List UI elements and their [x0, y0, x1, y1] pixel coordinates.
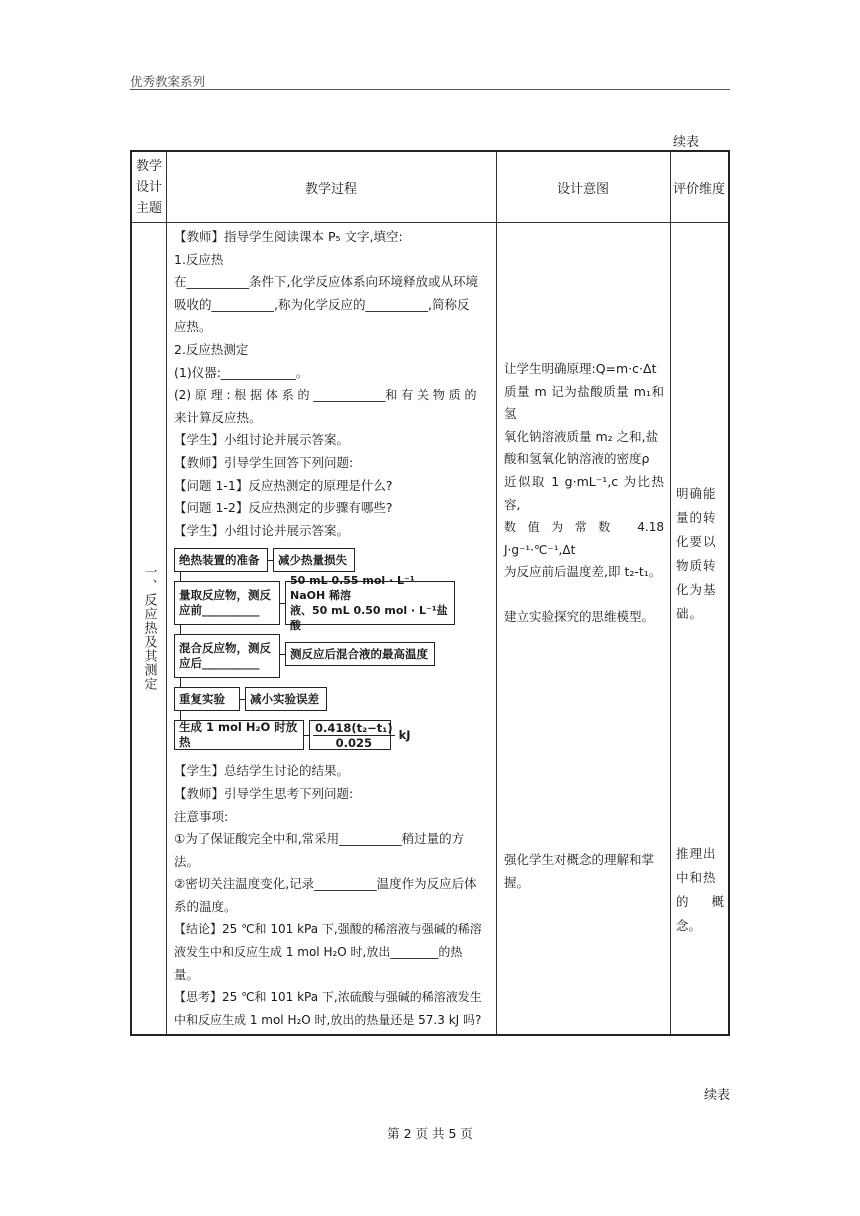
flow-note-reduce-error: 减小实验误差	[245, 687, 327, 711]
intent-model	[504, 606, 664, 629]
flow-step-heat-release: 生成 1 mol H₂O 时放热	[174, 720, 304, 750]
evaluation-line: 物质转	[676, 558, 717, 573]
col-divider	[496, 152, 497, 1034]
flow-step-insulation: 绝热装置的准备	[174, 548, 268, 572]
column-header-process: 教学过程	[304, 181, 357, 197]
column-header-topic-text: 教学设计主题	[135, 158, 162, 216]
lesson-table	[130, 150, 730, 1036]
process-line: (2) 原 理 : 根 据 体 系 的 ____________和 有 关 物 质 的	[174, 388, 477, 403]
continued-label-top: 续表	[673, 135, 700, 150]
process-line: 在__________条件下,化学反应体系向环境释放或从环境	[174, 274, 478, 290]
col-divider	[670, 152, 671, 1034]
header-row-divider	[132, 222, 728, 223]
process-line: ①为了保证酸完全中和,常采用__________稍过量的方	[174, 831, 465, 847]
flow-step-repeat: 重复实验	[174, 687, 240, 711]
process-line: 【学生】总结学生讨论的结果。	[174, 763, 350, 779]
evaluation-line: 中和热	[676, 870, 717, 885]
evaluation-line: 的概念。	[676, 894, 724, 933]
flow-note-heat-loss: 减少热量损失	[273, 548, 355, 572]
intent-line: 数值为常数 4.18 J·g⁻¹·℃⁻¹,Δt	[504, 520, 664, 557]
process-cell	[174, 226, 492, 1031]
process-line: 来计算反应热。	[174, 409, 262, 425]
series-title: 优秀教案系列	[130, 74, 206, 89]
process-line: (1)仪器:____________。	[174, 364, 309, 380]
process-line: 系的温度。	[174, 898, 237, 914]
formula-numerator: 0.418(t₂−t₁)	[315, 720, 393, 735]
intent-line: 为反应前后温度差,即 t₂-t₁。	[504, 564, 662, 580]
process-line: ②密切关注温度变化,记录__________温度作为反应后体	[174, 876, 477, 892]
flow-connector	[180, 572, 181, 581]
flow-step-measure-after-l2: 应后__________	[179, 656, 260, 671]
intent-line: 氧化钠溶液质量 m₂ 之和,盐	[504, 428, 659, 444]
flow-step-measure-before-l2: 应前__________	[179, 603, 260, 618]
flow-step-measure-before	[174, 581, 280, 625]
process-line: 【思考】25 ℃和 101 kPa 下,浓硫酸与强碱的稀溶液发生	[174, 990, 482, 1005]
topic-text: 一、反应热及其测定	[141, 565, 157, 691]
process-line: 【问题 1-1】反应热测定的原理是什么?	[174, 477, 393, 493]
process-line: 注意事项:	[174, 808, 229, 824]
column-header-evaluation: 评价维度	[672, 181, 725, 197]
flow-step-measure-before-l1: 量取反应物，测反	[179, 588, 271, 603]
process-line: 液发生中和反应生成 1 mol H₂O 时,放出________的热	[174, 945, 463, 960]
formula-denominator: 0.025	[335, 735, 372, 750]
flow-note-reagents	[285, 574, 455, 633]
process-line: 【问题 1-2】反应热测定的步骤有哪些?	[174, 500, 393, 516]
page-number: 第 2 页 共 5 页	[387, 1126, 473, 1141]
intent-line: 握。	[504, 874, 530, 890]
flow-note-formula	[309, 720, 411, 750]
flow-step-measure-after-l1: 混合反应物，测反	[179, 641, 271, 656]
evaluation-line: 量的转	[676, 510, 717, 525]
intent-concept	[504, 849, 664, 894]
process-line: 吸收的__________,称为化学反应的__________,简称反	[174, 296, 470, 312]
intent-principle	[504, 358, 664, 584]
process-line: 中和反应生成 1 mol H₂O 时,放出的热量还是 57.3 kJ 吗?	[174, 1012, 482, 1027]
flow-note-reagents-l2: 液、50 mL 0.50 mol · L⁻¹盐酸	[290, 604, 448, 633]
evaluation-line: 明确能	[676, 486, 717, 501]
column-header-topic	[132, 152, 166, 222]
flow-connector	[180, 678, 181, 687]
evaluation-energy	[676, 482, 724, 626]
intent-line: 建立实验探究的思维模型。	[504, 609, 655, 624]
flowchart	[174, 544, 492, 756]
process-line: 法。	[174, 853, 200, 869]
evaluation-line: 化要以	[676, 534, 717, 549]
process-line: 【教师】指导学生阅读课本 P₅ 文字,填空:	[174, 229, 403, 244]
intent-line: 近似取 1 g·mL⁻¹,c 为比热容,	[504, 473, 664, 512]
formula-fraction	[313, 721, 395, 750]
evaluation-line: 推理出	[676, 846, 717, 861]
process-line: 1.反应热	[174, 251, 224, 267]
column-header-intent: 设计意图	[556, 181, 609, 197]
evaluation-line: 化为基	[676, 582, 717, 597]
formula-unit: kJ	[398, 727, 411, 742]
process-line: 【教师】引导学生思考下列问题:	[174, 785, 354, 801]
flow-step-measure-after	[174, 634, 280, 678]
process-line: 【结论】25 ℃和 101 kPa 下,强酸的稀溶液与强碱的稀溶	[174, 922, 482, 937]
flow-note-reagents-l1: 50 mL 0.55 mol · L⁻¹ NaOH 稀溶	[290, 574, 415, 603]
process-line: 2.反应热测定	[174, 341, 249, 357]
flow-connector	[180, 625, 181, 634]
process-line: 【学生】小组讨论并展示答案。	[174, 522, 350, 538]
evaluation-line: 础。	[676, 606, 704, 621]
process-line: 【学生】小组讨论并展示答案。	[174, 432, 350, 448]
process-line: 【教师】引导学生回答下列问题:	[174, 454, 354, 470]
process-line: 应热。	[174, 319, 212, 335]
intent-line: 酸和氢氧化钠溶液的密度ρ	[504, 451, 650, 467]
header-divider	[130, 89, 730, 90]
col-divider	[166, 152, 167, 1034]
topic-cell	[132, 222, 166, 1034]
intent-line: 让学生明确原理:Q=m·c·Δt	[504, 361, 657, 376]
evaluation-neutralization	[676, 842, 724, 938]
flow-connector	[180, 711, 181, 720]
intent-line: 质量 m 记为盐酸质量 m₁和氢	[504, 383, 664, 422]
process-line: 量。	[174, 966, 200, 982]
flow-note-max-temp: 测反应后混合液的最高温度	[285, 642, 435, 666]
intent-line: 强化学生对概念的理解和掌	[504, 852, 655, 867]
continued-label-bottom: 续表	[704, 1088, 731, 1103]
